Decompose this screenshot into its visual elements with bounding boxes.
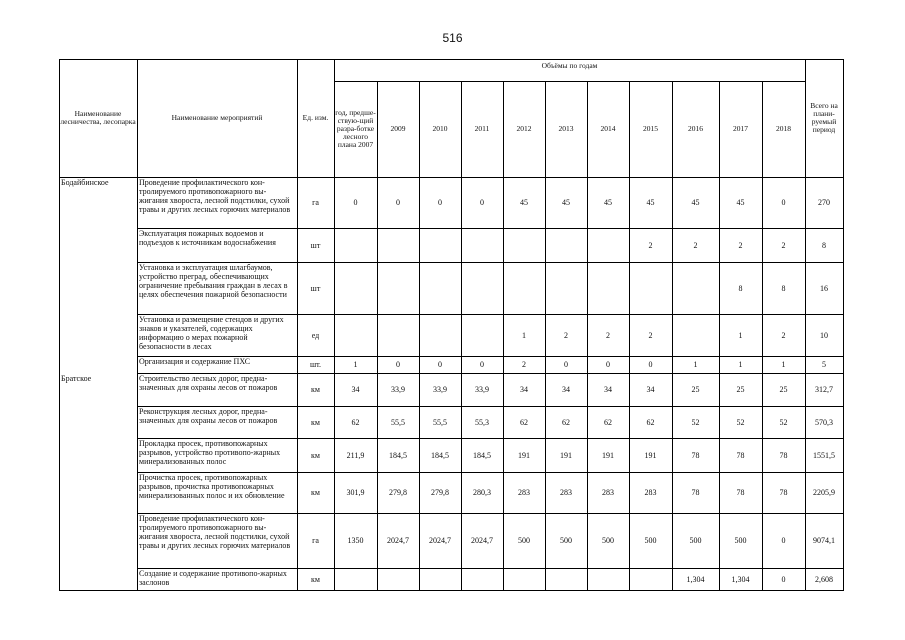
measure-name-text: Прочистка просек, противопожарных разрывов, прочистка противопожарных минерализованных полос и их обновление [139, 473, 285, 500]
header-year [629, 81, 672, 177]
value-cell [762, 177, 805, 228]
value-cell-text: 2 [781, 240, 786, 250]
value-cell [377, 438, 419, 472]
value-cell [587, 406, 629, 438]
total-cell-text: 312,7 [815, 385, 833, 394]
value-cell-text: 33,9 [391, 385, 405, 394]
total-cell-text: 16 [820, 283, 828, 293]
value-cell [629, 373, 672, 406]
measure-name [137, 262, 297, 314]
total-cell [805, 314, 843, 356]
value-cell [334, 373, 377, 406]
value-cell [419, 513, 461, 568]
value-cell-text: 34 [604, 385, 612, 394]
value-cell-text: 62 [351, 417, 360, 427]
header-year-text: 2016 [688, 124, 703, 133]
header-year-text: 2013 [558, 124, 574, 133]
value-cell-text: 2 [564, 330, 568, 340]
total-cell [805, 438, 843, 472]
value-cell-text: 78 [691, 450, 700, 460]
value-cell [503, 356, 545, 373]
total-cell-text: 2205,9 [813, 488, 835, 497]
value-cell [762, 568, 805, 590]
value-cell [545, 406, 587, 438]
value-cell [334, 438, 377, 472]
measure-name [137, 228, 297, 262]
value-cell [762, 513, 805, 568]
header-year [719, 81, 762, 177]
value-cell [334, 356, 377, 373]
total-cell [805, 262, 843, 314]
value-cell [762, 356, 805, 373]
unit-cell [297, 513, 334, 568]
total-cell-text: 270 [818, 198, 830, 207]
value-cell [629, 228, 672, 262]
value-cell-text: 55,3 [475, 417, 489, 427]
value-cell-text: 34 [520, 385, 528, 394]
value-cell [629, 314, 672, 356]
value-cell [503, 314, 545, 356]
value-cell-text: 191 [560, 450, 572, 460]
value-cell-text: 55,5 [433, 417, 447, 427]
header-unit-text: Ед. изм. [302, 113, 329, 122]
value-cell-text: 25 [736, 385, 745, 394]
value-cell-text: 55,5 [391, 417, 405, 427]
total-cell [805, 373, 843, 406]
value-cell [719, 568, 762, 590]
value-cell-text: 2024,7 [387, 536, 409, 545]
unit-cell-text: га [312, 536, 319, 545]
unit-cell-text: шт [310, 283, 321, 293]
column-line [843, 59, 844, 591]
total-cell [805, 568, 843, 590]
value-cell-text: 2 [522, 360, 526, 369]
measure-name-text: Создание и содержание противопо-жарных заслонов [139, 569, 287, 587]
total-cell-text: 1551,5 [813, 450, 835, 460]
header-year [545, 81, 587, 177]
header-forestry-text: Наименование лесничества, лесопарка [60, 109, 136, 126]
value-cell [419, 177, 461, 228]
value-cell-text: 0 [396, 360, 400, 369]
value-cell [672, 177, 719, 228]
value-cell-text: 0 [353, 198, 358, 207]
forestry-name [59, 177, 137, 228]
value-cell-text: 2024,7 [471, 536, 493, 545]
value-cell-text: 301,9 [346, 488, 365, 497]
value-cell-text: 1,304 [731, 574, 750, 584]
value-cell [672, 568, 719, 590]
header-year-text: 2010 [432, 124, 448, 133]
value-cell-text: 0 [781, 536, 786, 545]
value-cell [545, 373, 587, 406]
value-cell-text: 45 [520, 198, 528, 207]
value-cell [672, 373, 719, 406]
value-cell-text: 1 [781, 360, 786, 369]
value-cell [672, 356, 719, 373]
value-cell [719, 177, 762, 228]
value-cell [334, 406, 377, 438]
value-cell-text: 2 [648, 330, 653, 340]
value-cell [672, 438, 719, 472]
value-cell-text: 0 [648, 360, 653, 369]
measure-name-text: Установка и эксплуатация шлагбаумов, устройство преград, обеспечивающих ограничение пребывания граждан в лесах в целях обеспечения пожарной безопасности [139, 263, 288, 299]
value-cell [503, 472, 545, 513]
header-year-text: 2014 [600, 124, 616, 133]
value-cell [377, 177, 419, 228]
value-cell-text: 52 [736, 417, 745, 427]
value-cell [545, 472, 587, 513]
value-cell-text: 62 [520, 417, 528, 427]
value-cell [377, 373, 419, 406]
value-cell-text: 45 [604, 198, 612, 207]
value-cell [672, 406, 719, 438]
unit-cell [297, 262, 334, 314]
header-measure-text: Наименование мероприятий [171, 113, 263, 122]
header-forestry [59, 59, 137, 177]
value-cell-text: 34 [562, 385, 570, 394]
unit-cell [297, 472, 334, 513]
value-cell [719, 356, 762, 373]
measure-name [137, 356, 297, 373]
measure-name-text: Проведение профилактического кон-тролируемого противопожарного вы-жигания хвороста, лесной подстилки, сухой травы и других лесных горючих материалов [139, 178, 291, 214]
value-cell-text: 279,8 [389, 488, 407, 497]
value-cell-text: 8 [781, 283, 786, 293]
total-cell [805, 356, 843, 373]
value-cell-text: 0 [480, 360, 484, 369]
unit-cell-text: шт. [309, 360, 322, 369]
header-year-text: год, предше-ствую-щий разра-ботке лесного плана 2007 [335, 108, 376, 149]
unit-cell [297, 568, 334, 590]
value-cell-text: 1 [738, 360, 743, 369]
header-year-text: 2015 [643, 124, 658, 133]
value-cell-text: 184,5 [431, 450, 449, 460]
value-cell-text: 184,5 [473, 450, 491, 460]
value-cell-text: 283 [602, 488, 614, 497]
value-cell [719, 472, 762, 513]
value-cell-text: 211,9 [346, 450, 365, 460]
unit-cell [297, 373, 334, 406]
value-cell [377, 513, 419, 568]
value-cell-text: 78 [736, 488, 745, 497]
value-cell [419, 356, 461, 373]
value-cell-text: 1 [693, 360, 698, 369]
total-cell [805, 406, 843, 438]
unit-cell [297, 406, 334, 438]
unit-cell-text: км [311, 450, 320, 460]
value-cell [719, 373, 762, 406]
measure-name [137, 438, 297, 472]
value-cell-text: 500 [689, 536, 702, 545]
value-cell [334, 513, 377, 568]
value-cell [545, 513, 587, 568]
total-cell-text: 10 [820, 330, 828, 340]
value-cell-text: 2024,7 [429, 536, 451, 545]
value-cell-text: 500 [734, 536, 747, 545]
unit-cell [297, 438, 334, 472]
value-cell [461, 438, 503, 472]
value-cell-text: 33,9 [475, 385, 489, 394]
value-cell-text: 33,9 [433, 385, 447, 394]
header-year [377, 81, 419, 177]
unit-cell-text: км [311, 385, 320, 394]
measure-name [137, 406, 297, 438]
value-cell [629, 472, 672, 513]
header-volumes-by-year-text: Объёмы по годам [541, 61, 598, 70]
header-total [805, 59, 843, 177]
table-border-bottom [59, 590, 844, 591]
value-cell-text: 45 [736, 198, 745, 207]
unit-cell-text: км [311, 574, 320, 584]
page-number: 516 [442, 31, 463, 45]
header-year [762, 81, 805, 177]
value-cell [377, 356, 419, 373]
value-cell [587, 314, 629, 356]
header-total-text: Всего на плани-руемый период [810, 101, 838, 134]
value-cell [587, 438, 629, 472]
value-cell [762, 373, 805, 406]
value-cell-text: 78 [779, 488, 788, 497]
value-cell [629, 177, 672, 228]
value-cell-text: 283 [560, 488, 572, 497]
value-cell-text: 45 [562, 198, 570, 207]
unit-cell [297, 356, 334, 373]
unit-cell-text: ед [311, 330, 320, 340]
value-cell-text: 191 [644, 450, 657, 460]
value-cell-text: 25 [691, 385, 700, 394]
value-cell-text: 62 [562, 417, 570, 427]
value-cell-text: 8 [738, 283, 743, 293]
value-cell [461, 177, 503, 228]
measure-name [137, 314, 297, 356]
value-cell [461, 513, 503, 568]
total-cell-text: 8 [822, 240, 826, 250]
value-cell-text: 0 [781, 574, 786, 584]
value-cell [587, 513, 629, 568]
value-cell [762, 262, 805, 314]
measure-name-text: Установка и размещение стендов и других знаков и указателей, содержащих информацию о мерах пожарной безопасности в лесах [139, 315, 284, 351]
value-cell [503, 406, 545, 438]
total-cell [805, 472, 843, 513]
value-cell [334, 177, 377, 228]
value-cell-text: 0 [438, 198, 442, 207]
measure-name [137, 177, 297, 228]
value-cell [672, 472, 719, 513]
value-cell [719, 513, 762, 568]
value-cell-text: 45 [691, 198, 700, 207]
value-cell-text: 1 [738, 330, 743, 340]
header-year-text: 2011 [474, 124, 490, 133]
measure-name [137, 373, 297, 406]
header-year [587, 81, 629, 177]
forestry-name-text: Братское [61, 374, 92, 383]
forestry-name-text: Бодайбинское [61, 178, 109, 187]
header-year-text: 2017 [733, 124, 748, 133]
measure-name [137, 472, 297, 513]
value-cell-text: 0 [438, 360, 442, 369]
value-cell-text: 500 [518, 536, 530, 545]
measure-name-text: Организация и содержание ПХС [139, 357, 251, 366]
value-cell-text: 283 [518, 488, 530, 497]
value-cell-text: 2 [781, 330, 786, 340]
value-cell-text: 52 [779, 417, 788, 427]
value-cell-text: 1,304 [686, 574, 705, 584]
value-cell [545, 356, 587, 373]
value-cell [461, 373, 503, 406]
value-cell [587, 373, 629, 406]
header-measure [137, 59, 297, 177]
value-cell [719, 228, 762, 262]
total-cell-text: 9074,1 [813, 536, 835, 545]
total-cell-text: 5 [822, 360, 826, 369]
value-cell [719, 262, 762, 314]
value-cell-text: 191 [518, 450, 530, 460]
value-cell [629, 406, 672, 438]
value-cell-text: 78 [779, 450, 788, 460]
value-cell [762, 472, 805, 513]
total-cell [805, 228, 843, 262]
value-cell [762, 228, 805, 262]
value-cell-text: 0 [396, 198, 400, 207]
header-unit [297, 59, 334, 177]
value-cell-text: 34 [646, 385, 655, 394]
value-cell [503, 438, 545, 472]
value-cell-text: 0 [564, 360, 568, 369]
forestry-name [59, 373, 137, 406]
value-cell [419, 472, 461, 513]
header-year-text: 2009 [390, 124, 406, 133]
value-cell [587, 177, 629, 228]
measure-name-text: Эксплуатация пожарных водоемов и подъездов к источникам водоснабжения [139, 229, 276, 247]
value-cell [629, 513, 672, 568]
value-cell-text: 0 [480, 198, 484, 207]
value-cell [503, 373, 545, 406]
unit-cell-text: км [311, 417, 320, 427]
header-year [334, 81, 377, 177]
value-cell [419, 438, 461, 472]
measure-name-text: Прокладка просек, противопожарных разрывов, устройство противопо-жарных минерализованных полос [139, 439, 281, 466]
value-cell [545, 177, 587, 228]
value-cell-text: 45 [646, 198, 655, 207]
value-cell-text: 0 [606, 360, 610, 369]
value-cell-text: 0 [781, 198, 786, 207]
value-cell-text: 184,5 [389, 450, 407, 460]
value-cell [629, 438, 672, 472]
value-cell [587, 356, 629, 373]
value-cell-text: 283 [644, 488, 657, 497]
value-cell-text: 25 [779, 385, 788, 394]
unit-cell [297, 228, 334, 262]
value-cell [419, 406, 461, 438]
unit-cell [297, 314, 334, 356]
value-cell [461, 406, 503, 438]
value-cell [672, 228, 719, 262]
value-cell-text: 280,3 [473, 488, 491, 497]
value-cell [545, 314, 587, 356]
measure-name [137, 513, 297, 568]
value-cell-text: 279,8 [431, 488, 449, 497]
header-year [419, 81, 461, 177]
value-cell [503, 177, 545, 228]
total-cell-text: 570,3 [815, 417, 833, 427]
total-cell [805, 513, 843, 568]
value-cell-text: 78 [691, 488, 700, 497]
value-cell [719, 314, 762, 356]
value-cell [587, 472, 629, 513]
value-cell-text: 2 [693, 240, 698, 250]
value-cell-text: 191 [602, 450, 614, 460]
measure-name-text: Проведение профилактического кон-тролируемого противопожарного вы-жигания хвороста, лесной подстилки, сухой травы и других лесных горючих материалов [139, 514, 291, 550]
value-cell [762, 438, 805, 472]
value-cell-text: 2 [738, 240, 743, 250]
unit-cell-text: км [311, 488, 320, 497]
header-year [503, 81, 545, 177]
value-cell [762, 406, 805, 438]
value-cell [629, 356, 672, 373]
value-cell-text: 1 [353, 360, 358, 369]
header-year [672, 81, 719, 177]
measure-name-text: Строительство лесных дорог, предна-значенных для охраны лесов от пожаров [139, 374, 278, 392]
value-cell-text: 62 [646, 417, 655, 427]
value-cell-text: 1350 [347, 536, 364, 545]
value-cell-text: 500 [644, 536, 657, 545]
value-cell [672, 513, 719, 568]
measure-name-text: Реконструкция лесных дорог, предна-значенных для охраны лесов от пожаров [139, 407, 278, 425]
value-cell [503, 513, 545, 568]
value-cell-text: 500 [560, 536, 572, 545]
value-cell [377, 472, 419, 513]
header-year-text: 2012 [516, 124, 532, 133]
value-cell [545, 438, 587, 472]
value-cell [419, 373, 461, 406]
value-cell-text: 62 [604, 417, 612, 427]
value-cell [719, 438, 762, 472]
header-year-text: 2018 [776, 124, 791, 133]
value-cell-text: 500 [602, 536, 614, 545]
value-cell-text: 52 [691, 417, 700, 427]
value-cell [461, 356, 503, 373]
value-cell-text: 1 [522, 330, 526, 340]
value-cell [719, 406, 762, 438]
value-cell-text: 34 [351, 385, 360, 394]
measure-name [137, 568, 297, 590]
value-cell-text: 78 [736, 450, 745, 460]
value-cell [377, 406, 419, 438]
unit-cell-text: га [312, 198, 319, 207]
value-cell-text: 2 [648, 240, 653, 250]
value-cell [762, 314, 805, 356]
value-cell [334, 472, 377, 513]
total-cell-text: 2,608 [815, 574, 833, 584]
unit-cell-text: шт [310, 240, 321, 250]
header-year [461, 81, 503, 177]
total-cell [805, 177, 843, 228]
value-cell-text: 2 [606, 330, 610, 340]
unit-cell [297, 177, 334, 228]
value-cell [461, 472, 503, 513]
header-volumes-by-year [334, 59, 805, 81]
